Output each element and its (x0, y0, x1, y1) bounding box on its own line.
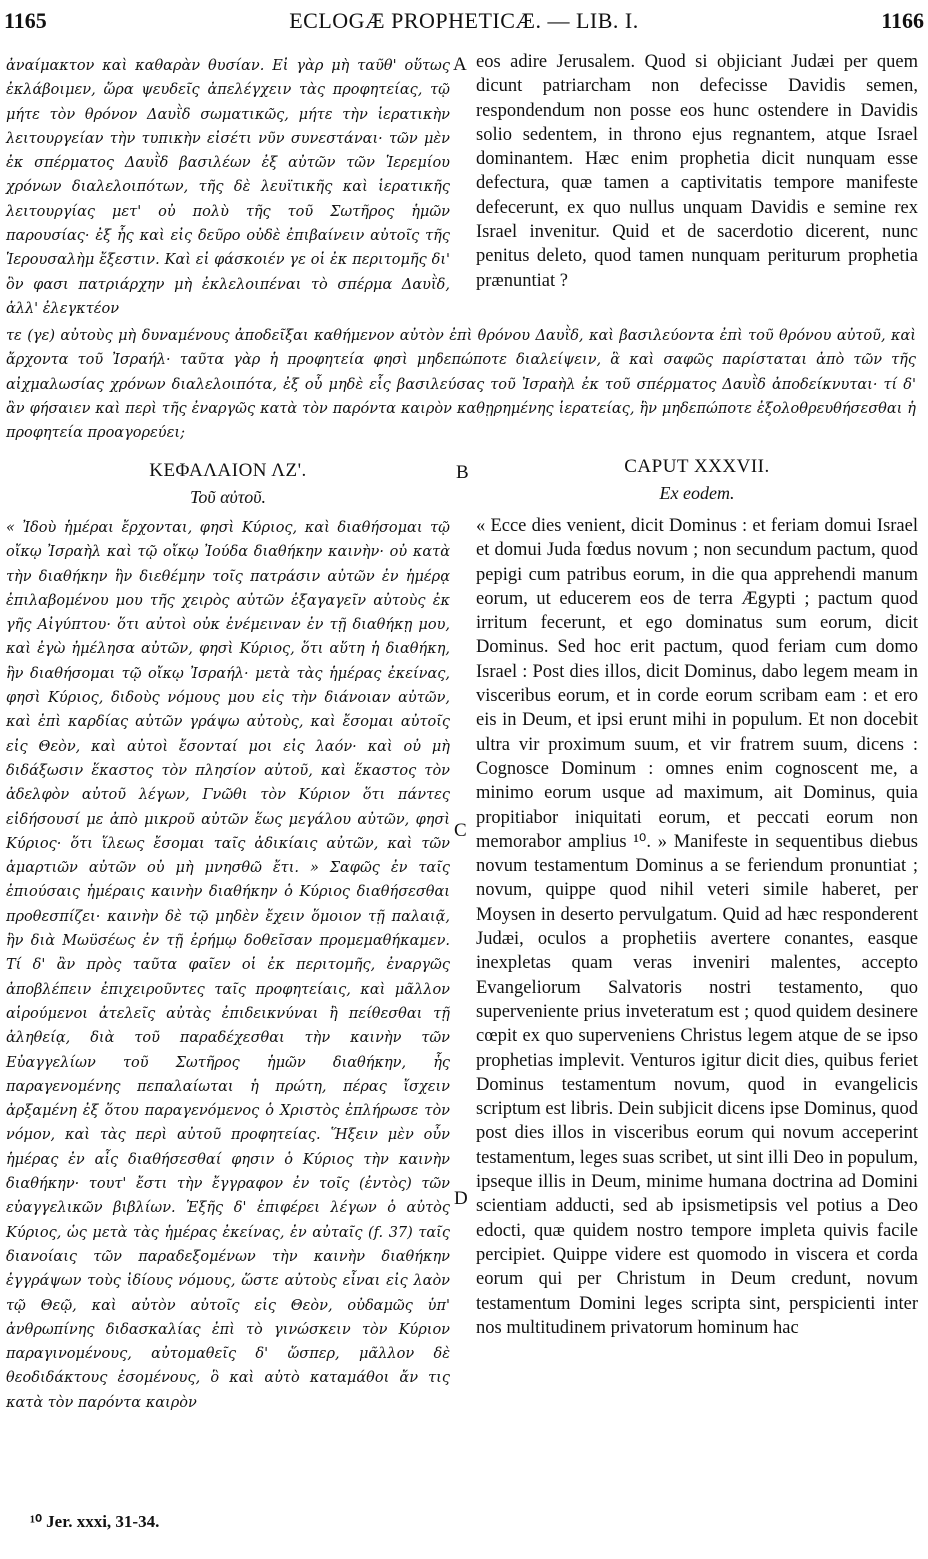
footnote: ¹⁰ Jer. xxxi, 31-34. (30, 1512, 160, 1531)
greek-chapter-subheading: Τοῦ αὐτοῦ. (189, 487, 267, 507)
page-number-left: 1165 (4, 8, 47, 33)
margin-letter-a: A (453, 54, 467, 75)
greek-body-text: « Ἰδοὺ ἡμέραι ἔρχονται, φησὶ Κύριος, καὶ διαθήσομαι τῷ οἴκῳ Ἰσραὴλ καὶ τῷ οἴκῳ Ἰούδα διαθήκην καινὴν· οὐ κατὰ τὴν διαθήκην ἣν διεθέμην τοῖς πατράσιν αὐτῶν ἐν ἡμέρᾳ ἐπιλαβομένου μου τῆς χειρὸς αὐτῶν ἐξαγαγεῖν αὐτοὺς ἐκ γῆς Αἰγύπτου· ὅτι αὐτοὶ οὐκ ἐνέμειναν ἐν τῇ διαθήκῃ μου, καὶ ἐγὼ ἠμέλησα αὐτῶν, φησὶ Κύριος, ὅτι αὕτη ἡ διαθήκη, ἣν διαθήσομαι τῷ οἴκῳ Ἰσραήλ· μετὰ τὰς ἡμέρας ἐκείνας, φησὶ Κύριος, διδοὺς νόμους μου εἰς τὴν διάνοιαν αὐτῶν, καὶ ἐπὶ καρδίας αὐτῶν γράψω αὐτοὺς, καὶ ἔσομαι αὐτοῖς εἰς Θεὸν, καὶ αὐτοὶ ἔσονταί μοι εἰς λαόν· καὶ οὐ μὴ διδάξωσιν ἕκαστος τὸν πλησίον αὐτοῦ, καὶ ἕκαστος τὸν ἀδελφὸν αὐτοῦ λέγων, Γνῶθι τὸν Κύριον ὅτι πάντες εἰδήσουσί με ἀπὸ μικροῦ αὐτῶν ἕως μεγάλου αὐτῶν, φησὶ Κύριος· ὅτι ἵλεως ἔσομαι ταῖς ἀδικίαις αὐτῶν, καὶ τῶν ἁμαρτιῶν αὐτῶν οὐ μὴ μνησθῶ ἔτι. » Σαφῶς ἐν ταῖς ἐπιούσαις ἡμέραις καινὴν διαθήκην ὁ Κύριος διαθήσεσθαι προθεσπίζει· καινὴν δὲ τῷ μηδὲν ἔχειν ὅμοιον τῇ παλαιᾷ, ἣν διὰ Μωϋσέως ἐν τῇ ἐρήμῳ δοθεῖσαν προμεμαθήκαμεν. Τί δ' ἂν πρὸς ταῦτα φαῖεν οἱ ἐκ περιτομῆς, ἐναργῶς ἀποβλέπειν ἐπιχειροῦντες ταῖς προφητείαις, καὶ μᾶλλον αἱρούμενοι ἀτελεῖς αὐτὰς ἐπιδεικνύναι ἢ πείθεσθαι τῇ ἀληθείᾳ, διὰ τοῦ παραδέχεσθαι τὴν καινὴν τῶν Εὐαγγελίων τοῦ Σωτῆρος ἡμῶν διαθήκην, ἧς παραγενομένης πεπαλαίωται ἡ πρώτη, πέρας ἴσχειν ἀρξαμένη ἐξ ὅτου παραγενόμενος ὁ Χριστὸς ἐπλήρωσε τὸν νόμον, καὶ τὰς περὶ αὐτοῦ προφητείας. Ἥξειν μὲν οὖν ἡμέρας ἐν αἷς διαθήσεσθαί φησιν ὁ Κύριος τὴν καινὴν διαθήκην· τουτ' ἔστι τὴν ἔγγραφον ἐν τοῖς (ἐντὸς) τῶν εὐαγγελικῶν βιβλίων. Ἑξῆς δ' ἐπιφέρει λέγων ὁ αὐτὸς Κύριος, ὡς μετὰ τὰς ἡμέρας ἐκείνας, ἐν αὐταῖς (f. 37) ταῖς διανοίαις τῶν παραδεξομένων τὴν καινὴν διαθήκην ἐγγράψων τοὺς ἰδίους νόμους, ὥστε αὐτοὺς εἶναι εἰς λαὸν τῷ Θεῷ, καὶ αὐτὸν αὐτοῖς εἰς Θεὸν, οὐδαμῶς ὑπ' ἀνθρωπίνης διδασκαλίας ἐπὶ τὸ γινώσκειν τὸν Κύριον παραγινομένους, αὐτομαθεῖς δ' ὥσπερ, μᾶλλον δὲ θεοδιδάκτους ἐσομένους, ὃ καὶ αὐτὸ καταμάθοι ἄν τις κατὰ τὸν παρόντα καιρὸν (6, 520, 450, 1411)
top-latin-column (476, 50, 918, 293)
running-header (0, 4, 928, 38)
latin-chapter-heading: CAPUT XXXVII. (624, 456, 770, 477)
top-greek-text: ἀναίμακτον καὶ καθαρὰν θυσίαν. Εἰ γὰρ μὴ ταῦθ' οὕτως ἐκλάβοιμεν, ὥρα ψευδεῖς ἀπελέγχειν τὰς προφητείας, τῷ μήτε τὸν θρόνον Δαυῒδ σωματικῶς, μήτε τὴν ἱερατικὴν λειτουργείαν τὴν τυπικὴν εἰσέτι νῦν συνεστάναι· τῶν μὲν ἐκ σπέρματος Δαυῒδ βασιλέων ἐξ αὐτῶν τῶν Ἱερεμίου χρόνων διαλελοιπότων, τῆς δὲ λευϊτικῆς καὶ ἱερατικῆς λειτουργίας μετ' οὐ πολὺ τῆς τοῦ Σωτῆρος ἡμῶν παρουσίας· ἐξ ἧς καὶ εἰς δεῦρο οὐδὲ ἐπιβαίνειν αὐτοῖς τῆς Ἱερουσαλὴμ ἔξεστιν. Καὶ εἰ φάσκοιέν γε οἱ ἐκ περιτομῆς δι' ὃν φασι πατριάρχην μὴ ἐκλελοιπέναι τὸ σπέρμα Δαυῒδ, ἀλλ' ἐλεγκτέον (6, 58, 450, 317)
margin-letter-c: C (454, 820, 467, 841)
latin-body-column (476, 514, 918, 1340)
running-title: ECLOGÆ PROPHETICÆ. — LIB. I. (289, 8, 639, 33)
latin-chapter-subheading: Ex eodem. (659, 483, 735, 503)
full-width-greek-text: τε (γε) αὐτοὺς μὴ δυναμένους ἀποδεῖξαι καθήμενον αὐτὸν ἐπὶ θρόνου Δαυῒδ, καὶ βασιλεύοντα ἐπὶ τοῦ θρόνου αὐτοῦ, καὶ ἄρχοντα τοῦ Ἰσραήλ· ταῦτα γὰρ ἡ προφητεία φησὶ μηδεπώποτε διαλείψειν, ἃ καὶ σαφῶς παρίσταται ἀπὸ τῶν τῆς αἰχμαλωσίας χρόνων διαλελοιπότα, ἐξ οὗ μηδὲ εἷς βασιλεύσας τοῦ Ἰσραὴλ ἐκ τοῦ σπέρματος Δαυῒδ ἀποδείκνυται· τί δ' ἂν φήσαιεν καὶ περὶ τῆς ἐναργῶς κατὰ τὸν παρόντα καιρὸν καθῃρημένης ἱερατείας, ἣν μηδεπώποτε ἐξολοθρευθήσεσθαι ἡ προφητεία προαγορεύει; (6, 328, 916, 442)
margin-letter-d: D (454, 1188, 468, 1209)
top-greek-column (6, 54, 450, 321)
latin-body-text: « Ecce dies venient, dicit Dominus : et feriam domui Israel et domui Juda fœdus novum ; non secundum pactum, quod pepigi cum patribus eorum, in die qua apprehendi manum eorum, ut educerem eos de terra Ægypti ; pactum quod irritum fecerunt, et ego dominatus sum eorum, dicit Dominus. Sed hoc erit pactum, quod feriam cum domo Israel : Post dies illos, dicit Dominus, dabo legem meam in visceribus eorum, et in corde eorum scribam eam : et ero eis in Deum, et ipsi erunt mihi in populum. Et non docebit ultra vir proximum suum, et vir fratrem suum, dicens : Cognosce Dominum : omnes enim cognoscent me, a minimo eorum usque ad maximum, ait Dominus, quia propitiabor iniquitati eorum, et peccati eorum non memorabor amplius ¹⁰. » Manifeste in sequentibus diebus novum testamentum Dominus a se feriendum pronuntiat ; novum, quippe quod nihil veteri simile haberet, per Moysen in deserto pervulgatum. Quid ad hæc responderent Judæi, oculos a prophetiis avertere conantes, easque inexpletas quam veras inveniri malentes, accepto Evangeliorum Salvatoris nostri testamento, quo superveniente prius inveteratum est ; quod quidem desinere cœpit ex quo superveniens Christus legem atque de se ipso prophetias implevit. Venturos igitur dicit dies, quibus feriet Dominus testamentum novum, quod in evangelicis scriptum est libris. Dein subjicit dicens ipse Dominus, quod post dies illos in visceribus eorum qui novum acceperint testamentum, leges suas scribet, ut sint illi Deo in populum, ipseque illis in Deum, minime humana doctrina ad Domini scientiam adducti, sed ab ipsismetipsis vel potius a Deo edocti, quæ quidem nostro tempore impleta quivis facile percipiet. Quippe videre est quomodo in viscera et corda eorum qui per Christum in Deum credunt, novum testamentum Domini leges scripta sint, perspicienti inter nos multitudinem privatorum hominum hac (476, 516, 918, 1338)
top-latin-text: eos adire Jerusalem. Quod si objiciant Judæi per quem dicunt patriarcham non defecisse Davidis semen, respondendum non posse eos hunc ostendere in Davidis solio sedentem, in throno ejus regnantem, atque Israel dominantem. Hæc enim prophetia dicit nunquam esse defectura, quæ tamen a captivitatis tempore manifeste defecerunt, ex quo nullus unquam Davidis e semine rex Israel invenitur. Quid et de sacerdotio dicerent, nunc penitus deleto, quod tamen nunquam periturum prophetia prænuntiat ? (476, 52, 918, 291)
page-number-right: 1166 (881, 8, 924, 33)
greek-body-column (6, 516, 450, 1415)
full-width-greek-block (6, 324, 916, 445)
margin-letter-b: B (456, 462, 469, 483)
greek-chapter-heading: ΚΕΦΑΛΑΙΟΝ ΛΖ'. (149, 460, 307, 481)
